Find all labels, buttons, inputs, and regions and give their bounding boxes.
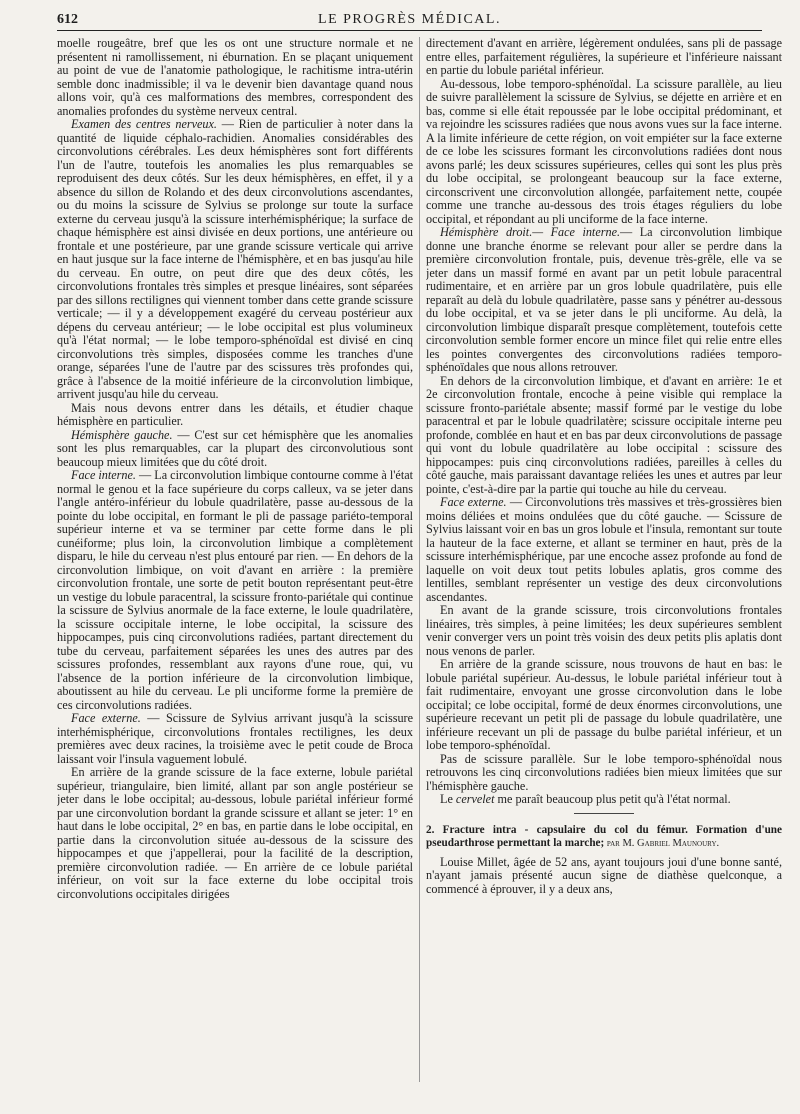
paragraph: Louise Millet, âgée de 52 ans, ayant toujours joui d'une bonne santé, n'ayant jamais présenté aucun signe de diathèse quelconque, a commencé à éprouver, il y a deux ans,: [426, 854, 782, 896]
article-number: 2.: [426, 823, 435, 836]
paragraph: directement d'avant en arrière, légèrement ondulées, sans pli de passage entre elles, parfaitement régulières, la supérieure et l'inférieure naissant en partie du lobule pariétal inférieur.: [426, 37, 782, 77]
article-title: Fracture intra - capsulaire du col du fémur. Formation d'une pseudarthrose permettant la marche;: [426, 823, 782, 849]
paragraph: [57, 118, 413, 402]
paragraph: [57, 469, 413, 712]
section-label: Hémisphère droit.— Face interne.: [440, 225, 621, 239]
article-author: par M. Gabriel Maunoury.: [604, 837, 720, 849]
paragraph-text: — Circonvolutions très massives et très-grossières bien moins déliées et moins ondulées que du côté gauche. — Scissure de Sylvius laissant voir en bas un gros lobule et l'insula, remontant sur toute la hauteur de la face externe, et allant se terminer en haut, près de la scissure interhémisphérique, par une encoche assez profonde au fond de laquelle on voit deux tout petits lobules aplatis, gros comme des lentilles, semblant représenter un vestige des deux circonvolutions ascendantes.: [426, 495, 782, 604]
section-separator: [574, 813, 634, 814]
paragraph: [426, 226, 782, 375]
left-column: [57, 37, 413, 1112]
paragraph: Pas de scissure parallèle. Sur le lobe temporo-sphénoïdal nous retrouvons les cinq circonvolutions radiées bien mieux limitées que sur l'hémisphère gauche.: [426, 751, 782, 793]
journal-title: LE PROGRÈS MÉDICAL.: [318, 12, 501, 27]
paragraph: En arrière de la grande scissure de la face externe, lobule pariétal supérieur, triangulaire, bien limité, allant par son angle postérieur se jeter dans le lobe occipital; au-dessous, lobule pariétal inférieur formé par une circonvolution bordant la grande scissure et allant se jeter: 1° en haut dans le lobe occipital, 2° en bas, en partie dans le lobe occipital, en partie dans la circonvolution située au-dessous de la scissure des hippocampes et que j'appellerai, pour la facilité de la description, première circonvolution radiée. — En arrière de ce lobule pariétal inférieur, on voit sur la face externe du lobe occipital trois circonvolutions occipitales dirigées: [57, 765, 413, 901]
section-label: Face externe.: [71, 711, 141, 725]
paragraph-text: — Rien de particulier à noter dans la quantité de liquide céphalo-rachidien. Anomalies considérables des circonvolutions cérébrales. Les deux hémisphères sont fort différents l'un de l'autre, toutefois les anomalies les plus remarquables se reproduisent des deux côtés. Sur les deux hémisphères, en effet, il y a absence du sillon de Rolando et des deux circonvolutions ascendantes, ou du moins la scissure de Sylvius se prolonge sur toute la surface externe du cerveau jusqu'à la scissure interhémisphérique; la surface de chaque hémisphère est ainsi divisée en deux portions, une antérieure ou frontale et une postérieure, par une grande scissure verticale qui arrive en haut jusque sur la face interne de l'hémisphère, et en bas jusqu'au hile du cerveau. En outre, on peut dire que des deux côtés, les circonvolutions frontales très simples et presque linéaires, sont séparées par des sillons rectilignes qui viennent tomber dans cette grande scissure verticale; — il y a développement exagéré du cerveau postérieur aux dépens du cerveau antérieur; — le lobe occipital est plus volumineux qu'à l'état normal; — le lobe temporo-sphénoïdal est divisé en cinq circonvolutions très simples, disposées comme les tranches d'une orange, séparées l'une de l'autre par des scissures très profondes qui, grâce à l'absence de la moitié inférieure de la circonvolution limbique, arrivent jusqu'au hile du cerveau.: [57, 117, 413, 401]
paragraph: moelle rougeâtre, bref que les os ont une structure normale et ne présentent ni ramollissement, ni éburnation. En se plaçant uniquement au point de vue de l'anatomie pathologique, le rachitisme intra-utérin semble donc inadmissible; il va le devenir bien davantage quand nous allons voir, qu'à ces malformations des membres, correspondent des anomalies profondes du système nerveux central.: [57, 37, 413, 118]
paragraph: Au-dessous, lobe temporo-sphénoïdal. La scissure parallèle, au lieu de suivre parallèlement la scissure de Sylvius, se déjette en arrière et en bas, comme si elle était repoussée par le lobe occipital prédominant, et va rejoindre les scissures radiées que nous avons vues sur la face interne. A la limite inférieure de cette région, on voit empiéter sur la face externe de ce lobe les scissures formant les circonvolutions radiées dont nous avons parlé; les deux scissures supérieures, celles qui sont les plus près du lobe occipital, se prolongeant beaucoup sur la face externe, circonscrivent une circonvolution allongée, parfaitement nette, coupée comme une tranche au-dessous des trois étages réguliers du lobe occipital, et répondant au pli unciforme de la face interne.: [426, 76, 782, 226]
right-column: [426, 37, 782, 1112]
section-label: cervelet: [455, 792, 495, 806]
paragraph: [57, 712, 413, 766]
paragraph-text: Le: [440, 792, 456, 806]
paragraph: En avant de la grande scissure, trois circonvolutions frontales linéaires, très simples, à peine limitées; les deux supérieures semblent venir converger vers un point très voisin des deux petits plis aplatis dont nous venons de parler.: [426, 603, 782, 658]
paragraph: [57, 429, 413, 470]
section-label: Examen des centres nerveux.: [71, 117, 217, 131]
page-number: 612: [57, 12, 78, 27]
paragraph-text: — Scissure de Sylvius arrivant jusqu'à la scissure interhémisphérique, circonvolutions frontales rectilignes, les deux premières avec deux racines, la troisième avec le petit coude de Broca laissant voir l'insula vaguement lobulé.: [57, 711, 413, 766]
section-label: Hémisphère gauche.: [71, 427, 173, 442]
paragraph: [426, 496, 782, 604]
paragraph: En dehors de la circonvolution limbique, et d'avant en arrière: 1e et 2e circonvolution frontale, encoche à peine visible qui remplace la scissure fronto-pariétale absente; massif formé par le vestige du lobe paracentral et par le lobule quadrilatère; scissure occipitale interne peu profonde, comblée en haut et en bas par deux circonvolutions de passage qui vont du lobule quadrilatère au lobe occipital : scissure des hippocampes: puis cinq circonvolutions radiées, pareilles à celles du côté gauche, mais paraissant davantage reliées les unes et autres par leur pointe, c'est-à-dire par la partie qui touche au hile du cerveau.: [426, 373, 782, 496]
paragraph-text: me paraît beaucoup plus petit qu'à l'état normal.: [494, 792, 731, 806]
section-label: Face interne.: [71, 468, 136, 482]
paragraph-text: — La circonvolution limbique donne une branche énorme se relevant pour aller se perdre dans la première circonvolution frontale, puis, devenue très-grêle, elle va se jeter dans un massif formé en avant par un petit lobule paracentral rudimentaire, et en arrière par un gros lobule quadrilatère, puis elle reparaît au delà du lobule quadrilatère, passe sans y pénétrer au-dessous du lobe occipital, et va se jeter dans le pli unciforme. Au delà, la circonvolution limbique disparaît presque complètement, toutefois cette circonvolution semble former encore un mince filet qui relie entre elles les pointes convergentes des circonvolutions radiées temporo-sphénoïdales que nous allons retrouver.: [426, 225, 782, 374]
paragraph: [426, 793, 782, 807]
paragraph-text: — La circonvolution limbique contourne comme à l'état normal le genou et la face supérieure du corps calleux, va se jeter dans l'angle antéro-inférieur du lobule quadrilatère, passe au-dessous de la pointe du lobe occipital, en formant le pli de passage pariéto-temporal supérieur interne et va se terminer par cette forme dans le pli cunéiforme; plus loin, la circonvolution limbique a complètement disparu, le hile du cerveau n'est plus entouré par rien. — En dehors de la circonvolution limbique, on voit d'avant en arrière : la première circonvolution frontale, une sorte de petit bouton représentant peut-être un vestige du lobule paracentral, la scissure fronto-pariétale qui continue la scissure de Sylvius anormale de la face externe, le loule quadrilatère, la scissure occipitale interne, le lobe occipital, la scissure des hippocampes, puis cinq circonvolutions radiées, partant directement du tube du cerveau, parfaitement séparées les unes des autres par des scissures profondes, ressemblant aux rayons d'une roue, qui, vu l'absence de la portion inférieure de la circonvolution limbique, aboutissent au hile du cerveau. Le pli unciforme forme la première de ces circonvolutions radiées.: [57, 468, 413, 712]
paragraph: Mais nous devons entrer dans les détails, et étudier chaque hémisphère en particulier.: [57, 400, 413, 428]
paragraph: En arrière de la grande scissure, nous trouvons de haut en bas: le lobule pariétal supérieur. Au-dessus, le lobule pariétal inférieur tout à fait rudimentaire, envoyant une grosse circonvolution dans le lobe occipital; ce lobe occipital, formé de deux énormes circonvolutions, une supérieure recevant un petit pli de passage du lobule quadrilatère, une inférieure recevant un pli de passage du bulbe pariétal inférieur, et un lobe temporo-sphénoïdal.: [426, 657, 782, 752]
article-heading: [426, 824, 782, 850]
column-divider: [419, 37, 420, 1082]
paragraph-text: — C'est sur cet hémisphère que les anomalies sont les plus remarquables, car la plupart des circonvolutious sont beaucoup mieux limitées que du côté droit.: [57, 427, 413, 469]
section-label: Face externe.: [440, 495, 507, 509]
page-header: [57, 8, 762, 31]
